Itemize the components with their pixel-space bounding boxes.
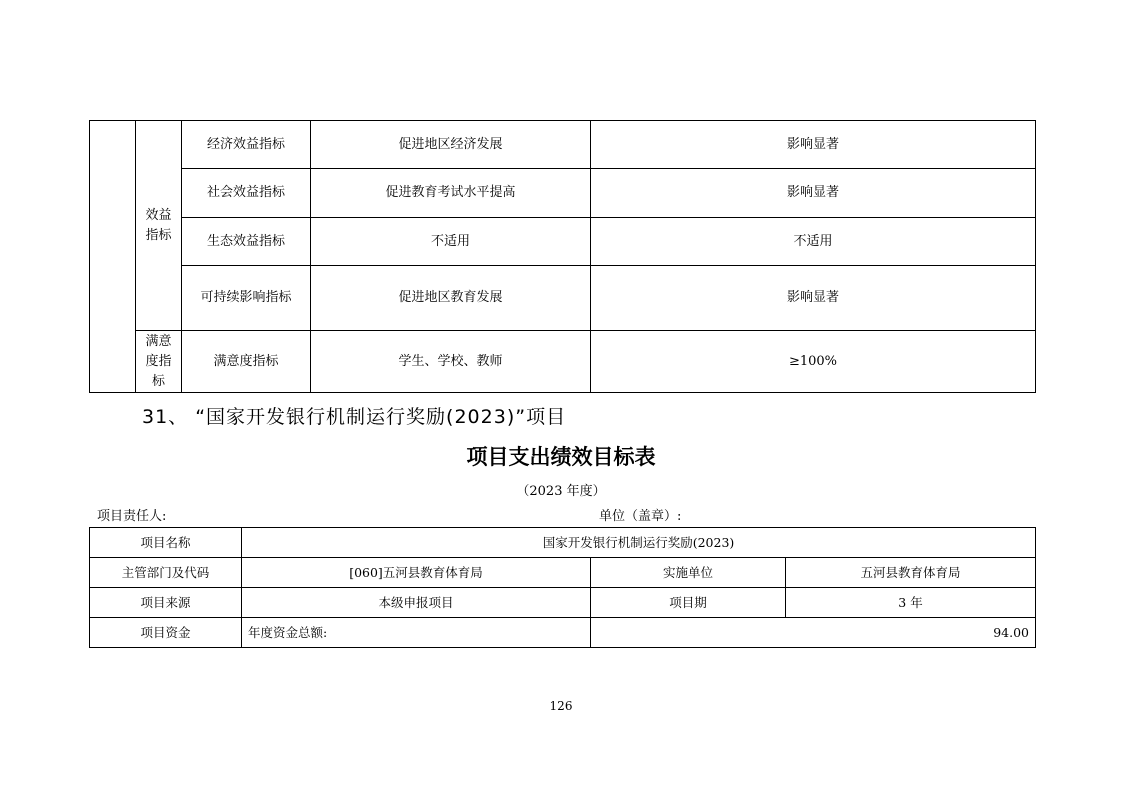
impl-unit-label: 实施单位 <box>591 558 786 588</box>
section-heading: 31、 “国家开发银行机制运行奖励(2023)”项目 <box>142 406 567 428</box>
project-name-label: 项目名称 <box>90 528 242 558</box>
page-number: 126 <box>549 699 573 713</box>
indicator-value: 影响显著 <box>591 121 1036 169</box>
indicator-content: 不适用 <box>311 218 591 266</box>
project-info-table <box>89 527 1036 648</box>
dept-label: 主管部门及代码 <box>90 558 242 588</box>
outer-blank-cell <box>90 121 136 393</box>
period-value: 3 年 <box>786 588 1036 618</box>
responsible-person-label: 项目责任人: <box>97 509 167 524</box>
indicator-name: 生态效益指标 <box>182 218 311 266</box>
fund-sub-label: 年度资金总额: <box>242 618 591 648</box>
indicator-value: 影响显著 <box>591 266 1036 331</box>
indicator-content: 促进地区教育发展 <box>311 266 591 331</box>
indicator-content: 促进地区经济发展 <box>311 121 591 169</box>
indicator-content: 学生、学校、教师 <box>311 331 591 393</box>
project-name-value: 国家开发银行机制运行奖励(2023) <box>242 528 1036 558</box>
unit-stamp-label: 单位（盖章）: <box>599 509 682 524</box>
source-value: 本级申报项目 <box>242 588 591 618</box>
indicator-name: 可持续影响指标 <box>182 266 311 331</box>
fund-label: 项目资金 <box>90 618 242 648</box>
indicator-value: 不适用 <box>591 218 1036 266</box>
performance-indicator-table <box>89 120 1036 393</box>
source-label: 项目来源 <box>90 588 242 618</box>
indicator-value: ≥100% <box>591 331 1036 393</box>
page-title: 项目支出绩效目标表 <box>466 445 656 469</box>
satisfaction-group-label: 满意 度指 标 <box>136 331 182 393</box>
period-label: 项目期 <box>591 588 786 618</box>
fund-value: 94.00 <box>591 618 1036 648</box>
dept-value: [060]五河县教育体育局 <box>242 558 591 588</box>
indicator-name: 社会效益指标 <box>182 169 311 218</box>
indicator-name: 满意度指标 <box>182 331 311 393</box>
indicator-value: 影响显著 <box>591 169 1036 218</box>
impl-unit-value: 五河县教育体育局 <box>786 558 1036 588</box>
year-note: （2023 年度） <box>516 484 606 499</box>
benefit-group-label: 效益 指标 <box>136 121 182 331</box>
indicator-content: 促进教育考试水平提高 <box>311 169 591 218</box>
indicator-name: 经济效益指标 <box>182 121 311 169</box>
